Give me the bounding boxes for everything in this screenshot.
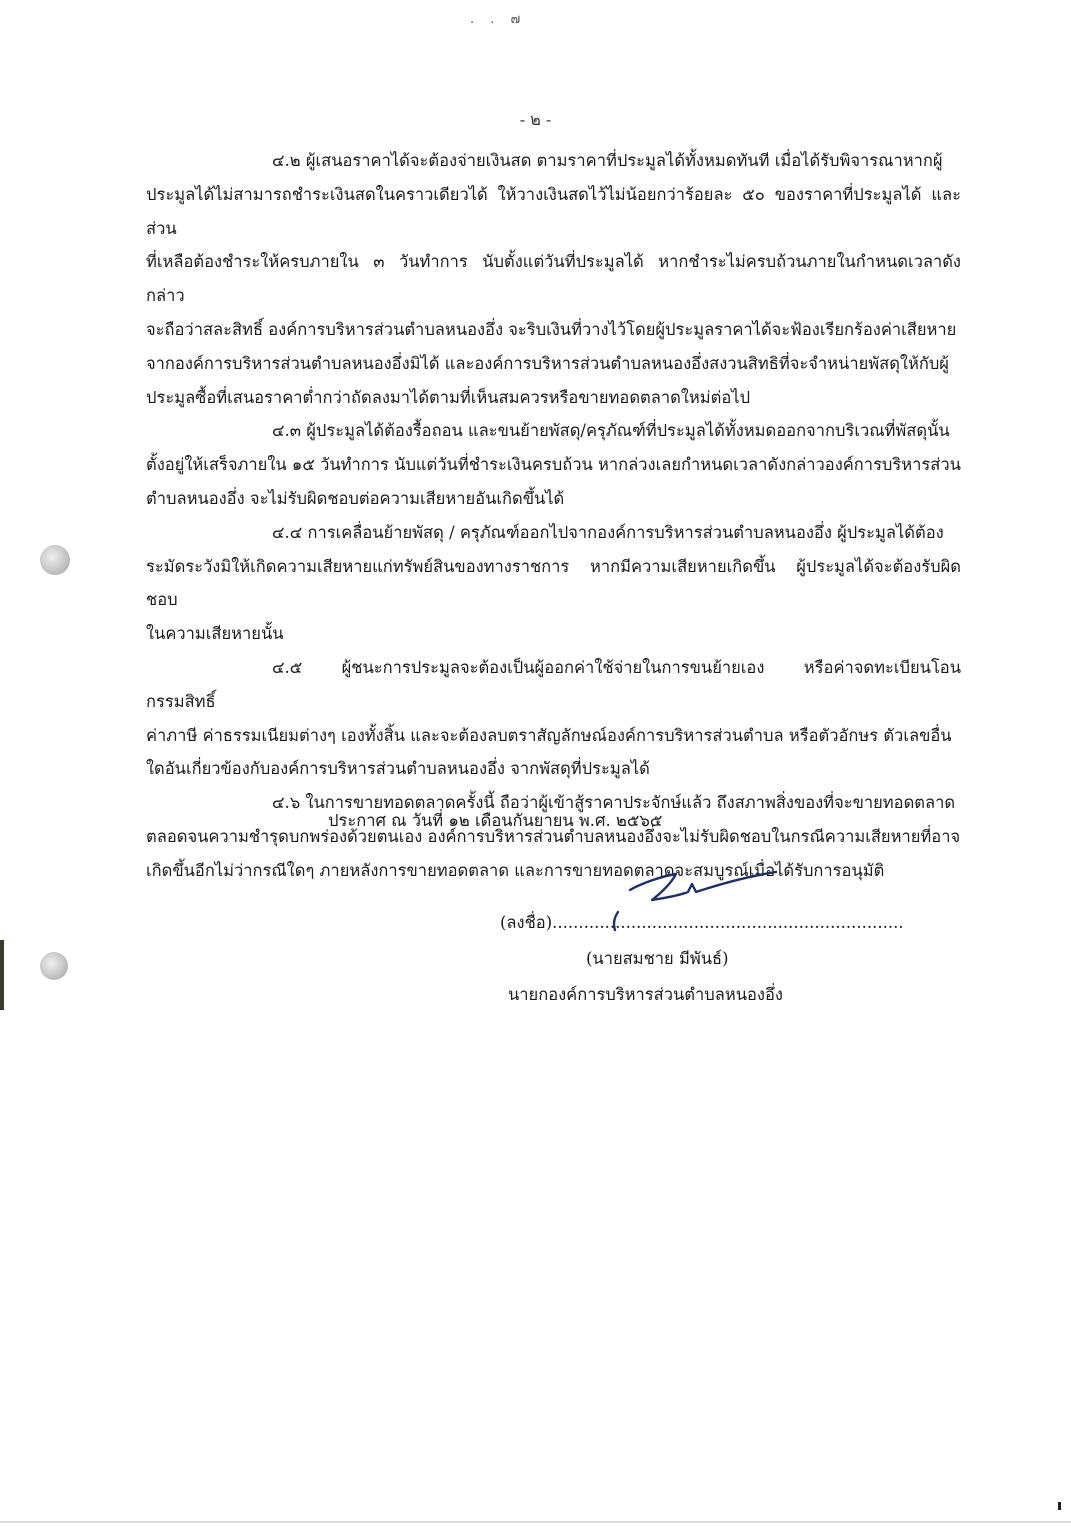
paragraph-line: ในความเสียหายนั้น	[146, 624, 284, 644]
paragraph-line: ๔.๕ ผู้ชนะการประมูลจะต้องเป็นผู้ออกค่าใช้จ่ายในการขนย้ายเอง หรือค่าจดทะเบียนโอนกรรมสิทธิ์	[146, 657, 961, 711]
top-handwritten-marks: . . ๗	[470, 12, 527, 27]
punch-hole	[40, 952, 68, 980]
paragraph-line: ๔.๓ ผู้ประมูลได้ต้องรื้อถอน และขนย้ายพัสดุ/ครุภัณฑ์ที่ประมูลได้ทั้งหมดออกจากบริเวณที่พัสดุนั้น	[272, 421, 950, 441]
paragraph-line: ตำบลหนองอึ่ง จะไม่รับผิดชอบต่อความเสียหายอันเกิดขึ้นได้	[146, 488, 565, 508]
paragraph-line: ตลอดจนความชำรุดบกพร่องด้วยตนเอง องค์การบริหารส่วนตำบลหนองอึ่งจะไม่รับผิดชอบในกรณีความเสียหายที่อาจ	[146, 826, 961, 846]
scan-edge-line	[0, 1521, 1071, 1523]
clause-4-3	[146, 414, 961, 515]
paragraph-line: ใดอันเกี่ยวข้องกับองค์การบริหารส่วนตำบลหนองอึ่ง จากพัสดุที่ประมูลได้	[146, 759, 650, 779]
paragraph-line: ที่เหลือต้องชำระให้ครบภายใน ๓ วันทำการ นับตั้งแต่วันที่ประมูลได้ หากชำระไม่ครบถ้วนภายในกำหนดเวลาดังกล่าว	[146, 252, 961, 306]
paragraph-line: ๔.๔ การเคลื่อนย้ายพัสดุ / ครุภัณฑ์ออกไปจากองค์การบริหารส่วนตำบลหนองอึ่ง ผู้ประมูลได้ต้อง	[272, 522, 944, 542]
paragraph-line: เกิดขึ้นอีกไม่ว่ากรณีใดๆ ภายหลังการขายทอดตลาด และการขายทอดตลาดจะสมบูรณ์เมื่อได้รับการอนุมัติ	[146, 860, 885, 880]
signatory-position: นายกองค์การบริหารส่วนตำบลหนองอึ่ง	[508, 985, 783, 1004]
paragraph-line: ค่าภาษี ค่าธรรมเนียมต่างๆ เองทั้งสิ้น และจะต้องลบตราสัญลักษณ์องค์การบริหารส่วนตำบล หรือตัวอักษร ตัวเลขอื่น	[146, 725, 952, 745]
paragraph-line: ตั้งอยู่ให้เสร็จภายใน ๑๕ วันทำการ นับแต่วันที่ชำระเงินครบถ้วน หากล่วงเลยกำหนดเวลาดังกล่าวองค์การบริหารส่วน	[146, 455, 961, 475]
body-text	[146, 144, 961, 888]
binding-edge-mark	[0, 940, 4, 1010]
clause-4-2	[146, 144, 961, 414]
paragraph-line: จะถือว่าสละสิทธิ์ องค์การบริหารส่วนตำบลหนองอึ่ง จะริบเงินที่วางไว้โดยผู้ประมูลราคาได้จะฟ้องเรียกร้องค่าเสียหาย	[146, 319, 957, 339]
paragraph-line: ระมัดระวังมิให้เกิดความเสียหายแก่ทรัพย์สินของทางราชการ หากมีความเสียหายเกิดขึ้น ผู้ประมูลได้จะต้องรับผิดชอบ	[146, 556, 961, 610]
punch-hole	[40, 545, 70, 575]
clause-4-5	[146, 651, 961, 786]
clause-4-6	[146, 786, 961, 887]
signatory-name: (นายสมชาย มีพันธ์)	[586, 949, 729, 968]
page-number: - ๒ -	[519, 110, 552, 129]
paragraph-line: ๔.๒ ผู้เสนอราคาได้จะต้องจ่ายเงินสด ตามราคาที่ประมูลได้ทั้งหมดทันที เมื่อได้รับพิจารณาหากผู้	[272, 151, 943, 170]
sign-line: (ลงชื่อ)...................................................................	[500, 913, 904, 932]
announcement-date: ประกาศ ณ วันที่ ๑๒ เดือนกันยายน พ.ศ. ๒๕๖๕	[328, 811, 663, 830]
paragraph-line: ประมูลได้ไม่สามารถชำระเงินสดในคราวเดียวได้ ให้วางเงินสดไว้ไม่น้อยกว่าร้อยละ ๕๐ ของราคาที่ประมูลได้ และส่วน	[146, 184, 961, 238]
scan-corner-mark	[1058, 1502, 1061, 1510]
paragraph-line: จากองค์การบริหารส่วนตำบลหนองอึ่งมิได้ และองค์การบริหารส่วนตำบลหนองอึ่งสงวนสิทธิที่จะจำหน่ายพัสดุให้กับผู้	[146, 353, 949, 373]
paragraph-line: ประมูลซื้อที่เสนอราคาต่ำกว่าถัดลงมาได้ตามที่เห็นสมควรหรือขายทอดตลาดใหม่ต่อไป	[146, 387, 751, 407]
clause-4-4	[146, 516, 961, 651]
paragraph-line: ๔.๖ ในการขายทอดตลาดครั้งนี้ ถือว่าผู้เข้าสู้ราคาประจักษ์แล้ว ถึงสภาพสิ่งของที่จะขายทอดตลาด	[272, 793, 956, 813]
signature-stroke	[630, 872, 776, 900]
